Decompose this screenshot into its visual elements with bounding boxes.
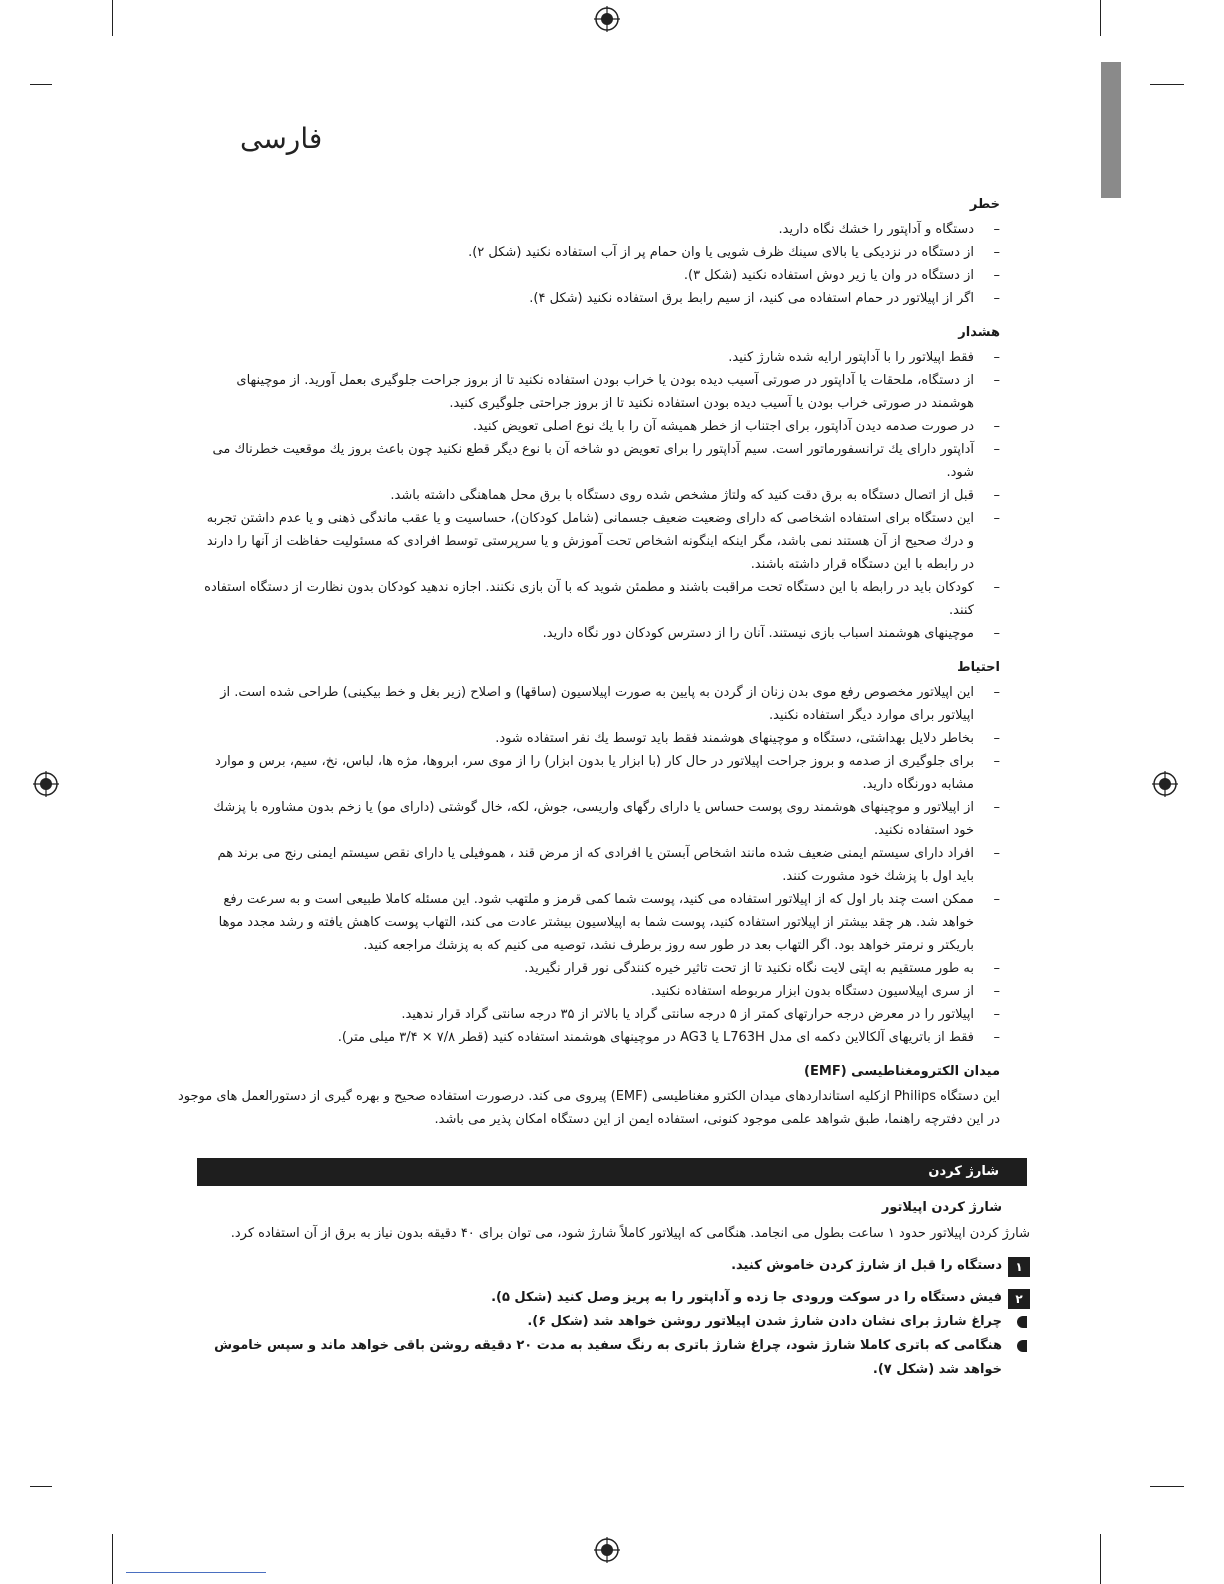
charging-content	[200, 1196, 1030, 1382]
step-number: ۱	[1008, 1257, 1030, 1277]
crop-mark	[1100, 0, 1101, 36]
list-item: – این دستگاه برای استفاده اشخاصی كه دارای وضعیت ضعیف جسمانی (شامل كودكان)، حساسیت و یا عقب ماندگی ذهنی و یا عدم داشتن تجربه و درك صحیح از آن هستند نمی باشد، مگر اینكه اینگونه اشخاص تحت آموزش و یا سرپرستی توسط افرادی كه مسئولیت حفاظت از آنها را دارند در رابطه با این دستگاه قرار داشته باشند.	[200, 507, 1000, 576]
safety-content	[177, 182, 1000, 1131]
emf-text: این دستگاه Philips ازكلیه استانداردهای میدان الكترو مغناطیسی (EMF) پیروی می كند. درصورت استفاده صحیح و بهره گیری از دستورالعمل های موجود در این دفترچه راهنما، طبق شواهد علمی موجود كنونی، استفاده ایمن از این دستگاه امكان پذیر می باشد.	[177, 1089, 1000, 1127]
charging-section-title: شارژ كردن	[928, 1164, 999, 1179]
list-item: – آداپتور دارای یك ترانسفورماتور است. سیم آداپتور را برای تعویض دو شاخه آن با نوع دیگر قطع نكنید چون باعث بروز یك موقعیت خطرناك می شود.	[200, 438, 1000, 484]
charging-subheading: شارژ كردن اپیلاتور	[881, 1200, 1002, 1215]
warning-list	[200, 346, 1000, 645]
list-item: – فقط از باتریهای آلكالاین دكمه ای مدل L763H یا AG3 در موچینهای هوشمند استفاده كنید (قطر ۷/۸ × ۳/۴ میلی متر).	[200, 1026, 1000, 1049]
step-number: ۲	[1008, 1289, 1030, 1309]
list-item: – افراد دارای سیستم ایمنی ضعیف شده مانند اشخاص آبستن یا افرادی كه از مرض قند ، هموفیلی یا دارای نقص سیستم ایمنی رنج می برند هم باید اول با پزشك خود مشورت كنند.	[200, 842, 1000, 888]
list-item: – موچینهای هوشمند اسباب بازی نیستند. آنان را از دسترس كودكان دور نگاه دارید.	[200, 622, 1000, 645]
list-item: – اپیلاتور را در معرض درجه حرارتهای كمتر از ۵ درجه سانتی گراد یا بالاتر از ۳۵ درجه سانتی گراد قرار ندهید.	[200, 1003, 1000, 1026]
registration-mark-icon	[594, 1537, 620, 1563]
registration-mark-icon	[1152, 771, 1178, 797]
emf-heading: میدان الكترومغناطیسی (EMF)	[804, 1064, 1000, 1079]
list-item: – این اپیلاتور مخصوص رفع موی بدن زنان از گردن به پایین به صورت اپیلاسیون (ساقها) و اصلاح (زیر بغل و خط بیكینی) طراحی شده است. از اپیلاتور برای موارد دیگر استفاده نكنید.	[200, 681, 1000, 727]
charging-section-bar	[197, 1158, 1027, 1186]
bullet-text: چراغ شارژ برای نشان دادن شارژ شدن اپیلاتور روشن خواهد شد (شکل ۶).	[527, 1314, 1002, 1329]
step-text: فیش دستگاه را در سوكت ورودی جا زده و آداپتور را به پریز وصل كنید (شکل ۵).	[491, 1290, 1002, 1305]
crop-mark	[1150, 84, 1184, 85]
list-item: – در صورت صدمه دیدن آداپتور، برای اجتناب از خطر همیشه آن را با یك نوع اصلی تعویض كنید.	[200, 415, 1000, 438]
warning-heading: هشدار	[958, 325, 1000, 340]
list-item: – بخاطر دلایل بهداشتی، دستگاه و موچینهای هوشمند فقط باید توسط یك نفر استفاده شود.	[200, 727, 1000, 750]
crop-mark	[112, 1534, 113, 1584]
footer-rule	[126, 1572, 266, 1573]
language-tab-marker	[1101, 62, 1121, 198]
caution-heading: احتیاط	[957, 660, 1000, 675]
list-item: – از اپیلاتور و موچینهای هوشمند روی پوست حساس یا دارای رگهای واریسی، جوش، لكه، خال گوشتی (دارای مو) یا زخم بدون مشاوره با پزشك خود استفاده نكنید.	[200, 796, 1000, 842]
list-item: – از دستگاه در وان یا زیر دوش استفاده نكنید (شکل ۳).	[200, 264, 1000, 287]
bullet-icon	[1017, 1340, 1027, 1352]
list-item: – فقط اپیلاتور را با آداپتور ارایه شده شارژ كنید.	[200, 346, 1000, 369]
list-item: – قبل از اتصال دستگاه به برق دقت كنید كه ولتاژ مشخص شده روی دستگاه با برق محل هماهنگی داشته باشد.	[200, 484, 1000, 507]
result-bullet	[200, 1310, 1030, 1334]
list-item: – از دستگاه، ملحقات یا آداپتور در صورتی آسیب دیده بودن یا خراب بودن استفاده نكنید تا از بروز جراحت جلوگیری بعمل آورید. از موچینهای هوشمند در صورتی خراب بودن یا آسیب دیده بودن استفاده نكنید تا از بروز جراحتی جلوگیری كنید.	[200, 369, 1000, 415]
bullet-icon	[1017, 1316, 1027, 1328]
crop-mark	[30, 84, 52, 85]
list-item: – از سری اپیلاسیون دستگاه بدون ابزار مربوطه استفاده نكنید.	[200, 980, 1000, 1003]
danger-list	[200, 218, 1000, 310]
crop-mark	[1100, 1534, 1101, 1584]
step-2	[200, 1286, 1030, 1310]
caution-list	[200, 681, 1000, 1049]
list-item: – دستگاه و آداپتور را خشك نگاه دارید.	[200, 218, 1000, 241]
list-item: – به طور مستقیم به اپتی لایت نگاه نكنید تا از تحت تاثیر خیره كنندگی نور قرار نگیرید.	[200, 957, 1000, 980]
bullet-text: هنگامی كه باتری كاملا شارژ شود، چراغ شارژ باتری به رنگ سفید به مدت ۲۰ دقیقه روشن باقی خواهد ماند و سپس خاموش خواهد شد (شکل ۷).	[214, 1338, 1002, 1377]
step-text: دستگاه را قبل از شارژ كردن خاموش كنید.	[731, 1258, 1002, 1273]
step-1	[200, 1254, 1030, 1278]
page-title: فارسی	[240, 122, 323, 155]
list-item: – برای جلوگیری از صدمه و بروز جراحت اپیلاتور در حال كار (با ابزار یا بدون ابزار) را از موی سر، ابروها، مژه ها، لباس، نخ، سیم، برس و موارد مشابه دورنگاه دارید.	[200, 750, 1000, 796]
crop-mark	[1150, 1486, 1184, 1487]
list-item: – كودكان باید در رابطه با این دستگاه تحت مراقبت باشند و مطمئن شوید كه با آن بازی نكنند. اجازه ندهید كودكان بدون نظارت از دستگاه استفاده كنند.	[200, 576, 1000, 622]
crop-mark	[30, 1486, 52, 1487]
crop-mark	[112, 0, 113, 36]
registration-mark-icon	[594, 6, 620, 32]
list-item: – ممكن است چند بار اول كه از اپیلاتور استفاده می كنید، پوست شما كمی قرمز و ملتهب شود. این مسئله كاملا طبیعی است و به سرعت رفع خواهد شد. هر چقد بیشتر از اپیلاتور استفاده كنید، پوست شما به اپیلاسیون بیشتر عادت می كند، التهاب پوست كاهش یافته و رشد مجدد موها باریكتر و نرمتر خواهد بود. اگر التهاب بعد در طور سه روز برطرف نشد، توصیه می كنیم كه به پزشك مراجعه كنید.	[200, 888, 1000, 957]
result-bullet	[200, 1334, 1030, 1382]
list-item: – اگر از اپیلاتور در حمام استفاده می كنید، از سیم رابط برق استفاده نكنید (شکل ۴).	[200, 287, 1000, 310]
list-item: – از دستگاه در نزدیكی یا بالای سینك ظرف شویی یا وان حمام پر از آب استفاده نكنید (شکل ۲).	[200, 241, 1000, 264]
registration-mark-icon	[33, 771, 59, 797]
charging-intro: شارژ كردن اپیلاتور حدود ۱ ساعت بطول می انجامد. هنگامی كه اپیلاتور كاملاً شارژ شود، می توان برای ۴۰ دقیقه بدون نیاز به برق از آن استفاده كرد.	[230, 1226, 1030, 1241]
danger-heading: خطر	[969, 197, 1000, 212]
